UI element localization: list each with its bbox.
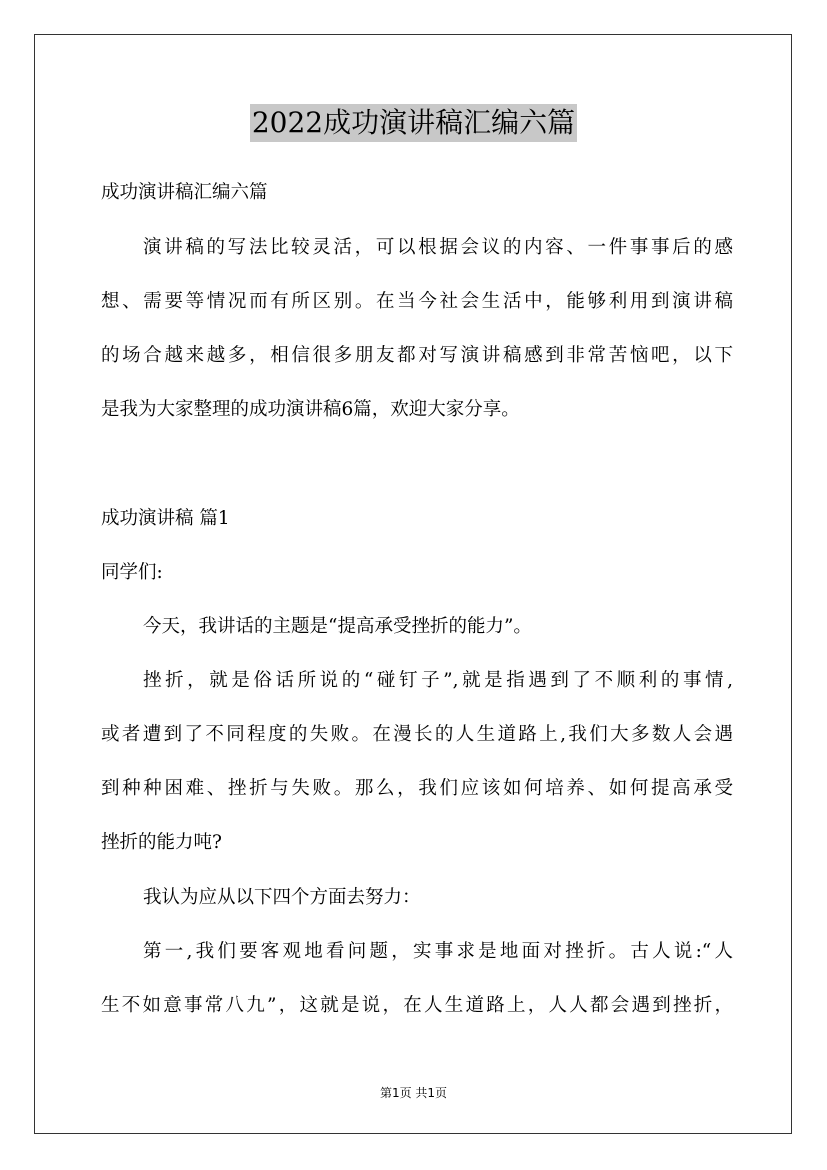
- paragraph-2-line-3: 到种种困难、挫折与失败。那么，我们应该如何培养、如何提高承受: [101, 778, 733, 799]
- intro-line-4: 是我为大家整理的成功演讲稿6篇，欢迎大家分享。: [101, 399, 520, 420]
- greeting: 同学们:: [101, 562, 163, 583]
- intro-line-3: 的场合越来越多，相信很多朋友都对写演讲稿感到非常苦恼吧，以下: [101, 345, 733, 366]
- document-title: 2022成功演讲稿汇编六篇: [250, 104, 577, 142]
- page-footer: 第1页 共1页: [379, 1086, 448, 1100]
- subtitle: 成功演讲稿汇编六篇: [101, 182, 268, 203]
- paragraph-4-line-2: 生不如意事常八九”，这就是说，在人生道路上，人人都会遇到挫折，: [101, 995, 733, 1016]
- section-heading: 成功演讲稿 篇1: [101, 508, 230, 529]
- intro-line-2: 想、需要等情况而有所区别。在当今社会生活中，能够利用到演讲稿: [101, 291, 733, 312]
- paragraph-2-line-4: 挫折的能力吨?: [101, 832, 222, 853]
- paragraph-2-line-1: 挫折，就是俗话所说的“碰钉子”,就是指遇到了不顺利的事情,: [143, 670, 733, 691]
- intro-line-1: 演讲稿的写法比较灵活，可以根据会议的内容、一件事事后的感: [143, 237, 733, 258]
- paragraph-4-line-1: 第一,我们要客观地看问题，实事求是地面对挫折。古人说:“人: [143, 941, 733, 962]
- paragraph-2-line-2: 或者遭到了不同程度的失败。在漫长的人生道路上,我们大多数人会遇: [101, 724, 733, 745]
- paragraph-3: 我认为应从以下四个方面去努力：: [143, 887, 421, 908]
- paragraph-1: 今天，我讲话的主题是“提高承受挫折的能力”。: [143, 616, 532, 637]
